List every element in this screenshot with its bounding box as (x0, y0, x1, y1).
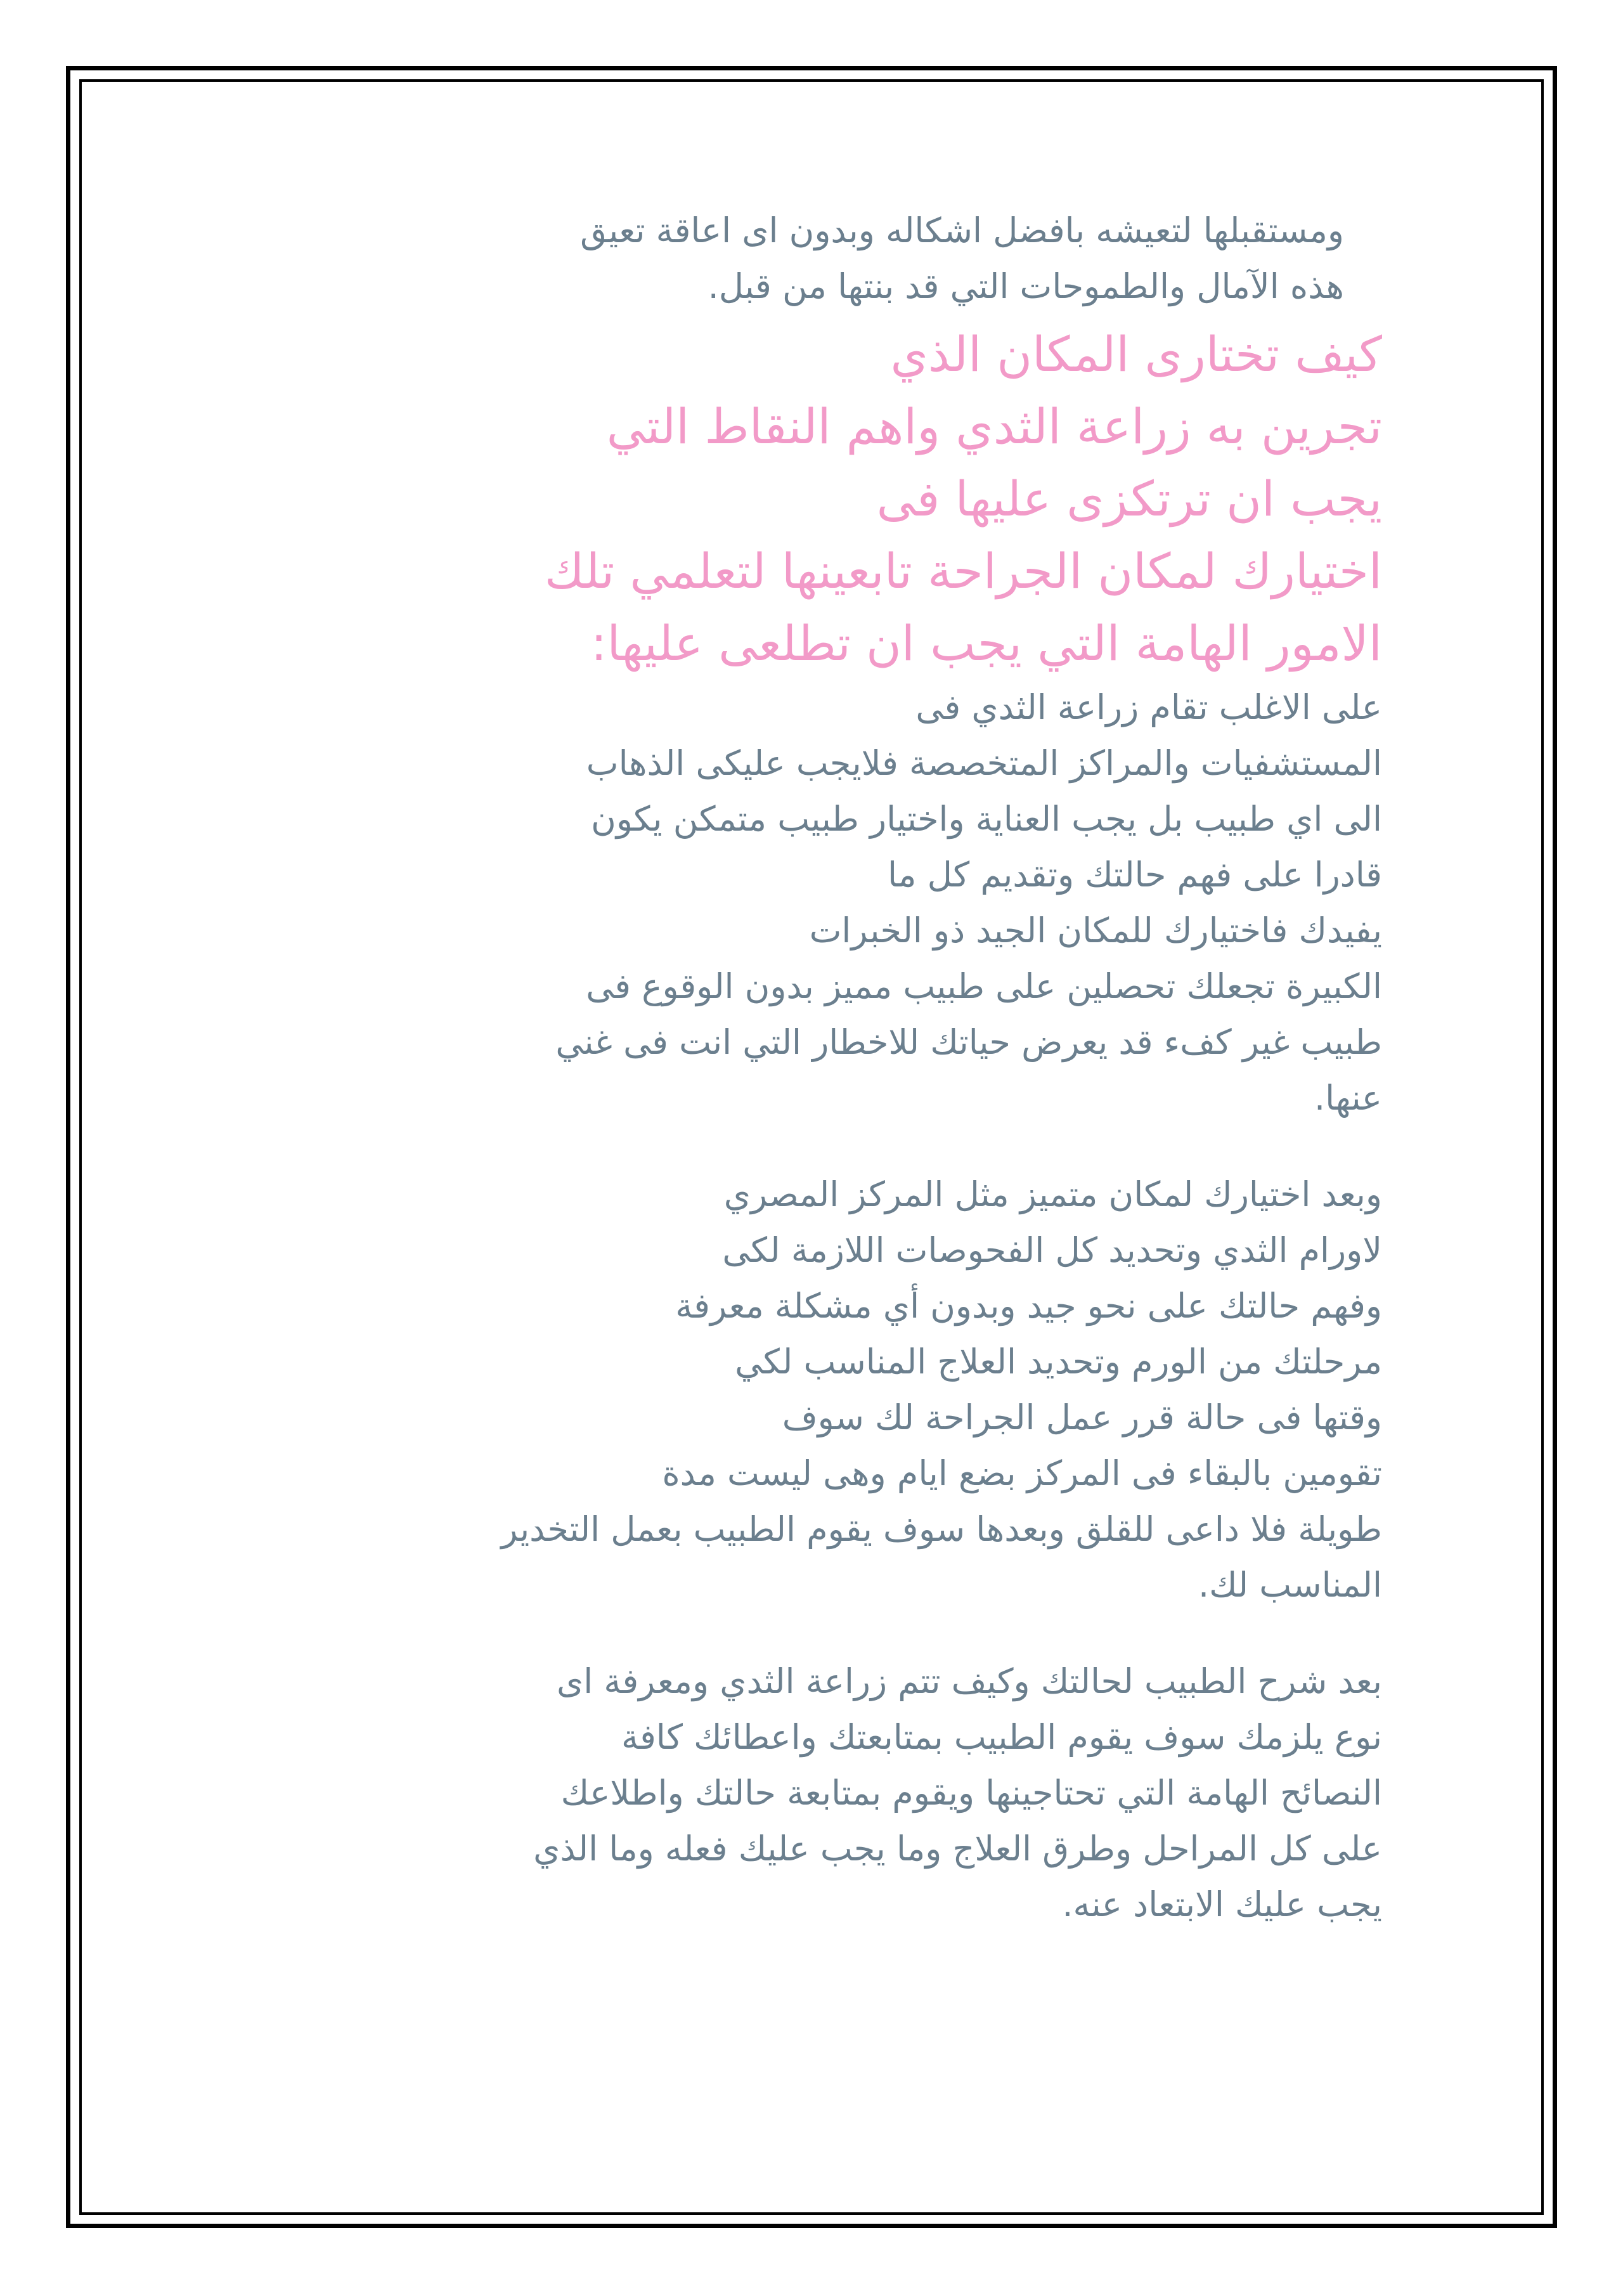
paragraph-line: وفهم حالتك على نحو جيد وبدون أي مشكلة معرفة (675, 1286, 1382, 1326)
paragraph-line: على الاغلب تقام زراعة الثدي فى (915, 687, 1382, 727)
paragraph-line: الى اي طبيب بل يجب العناية واختيار طبيب متمكن يكون (591, 799, 1382, 839)
intro-paragraph (266, 203, 1382, 315)
paragraph-line: مرحلتك من الورم وتحديد العلاج المناسب لكي (735, 1342, 1382, 1382)
paragraph-line: طويلة فلا داعى للقلق وبعدها سوف يقوم الطبيب بعمل التخدير (501, 1509, 1382, 1549)
paragraph-line: تقومين بالبقاء فى المركز بضع ايام وهى ليست مدة (662, 1453, 1382, 1493)
paragraph-line: بعد شرح الطبيب لحالتك وكيف تتم زراعة الثدي ومعرفة اى (556, 1661, 1382, 1701)
heading-line: كيف تختارى المكان الذي (890, 326, 1382, 382)
heading-line: تجرين به زراعة الثدي واهم النقاط التي (606, 398, 1382, 455)
body-paragraph (266, 1167, 1382, 1613)
paragraph-line: لاورام الثدي وتحديد كل الفحوصات اللازمة لكى (722, 1230, 1382, 1270)
heading-line: اختيارك لمكان الجراحة تابعينها لتعلمي تلك (544, 543, 1382, 599)
paragraph-line: وبعد اختيارك لمكان متميز مثل المركز المصري (723, 1174, 1382, 1214)
paragraph-line: الكبيرة تجعلك تحصلين على طبيب مميز بدون الوقوع فى (586, 966, 1382, 1006)
paragraph-line: يفيدك فاختيارك للمكان الجيد ذو الخبرات (809, 911, 1382, 950)
body-paragraph (266, 680, 1382, 1126)
paragraph-line: نوع يلزمك سوف يقوم الطبيب بمتابعتك واعطائك كافة (621, 1717, 1382, 1757)
paragraph-line: قادرا على فهم حالتك وتقديم كل ما (888, 855, 1382, 895)
body-paragraph (266, 1654, 1382, 1933)
paragraph-line: المستشفيات والمراكز المتخصصة فلايجب عليكى الذهاب (586, 743, 1382, 783)
intro-line: هذه الآمال والطموحات التي قد بنتها من قبل. (708, 266, 1344, 306)
paragraph-line: عنها. (1314, 1078, 1382, 1118)
heading-line: الامور الهامة التي يجب ان تطلعى عليها: (590, 615, 1382, 671)
paragraph-line: على كل المراحل وطرق العلاج وما يجب عليك فعله وما الذي (533, 1829, 1382, 1869)
section-heading (266, 318, 1382, 680)
paragraph-line: المناسب لك. (1198, 1565, 1382, 1605)
paragraph-line: النصائح الهامة التي تحتاجينها ويقوم بمتابعة حالتك واطلاعك (560, 1773, 1382, 1813)
paragraph-line: يجب عليك الابتعاد عنه. (1062, 1884, 1382, 1924)
intro-line: ومستقبلها لتعيشه بافضل اشكاله وبدون اى اعاقة تعيق (580, 211, 1344, 250)
paragraph-line: طبيب غير كفء قد يعرض حياتك للاخطار التي انت فى غني (555, 1022, 1382, 1062)
document-body (266, 203, 1382, 1973)
paragraph-line: وقتها فى حالة قرر عمل الجراحة لك سوف (782, 1398, 1382, 1437)
heading-line: يجب ان ترتكزى عليها فى (876, 470, 1382, 527)
